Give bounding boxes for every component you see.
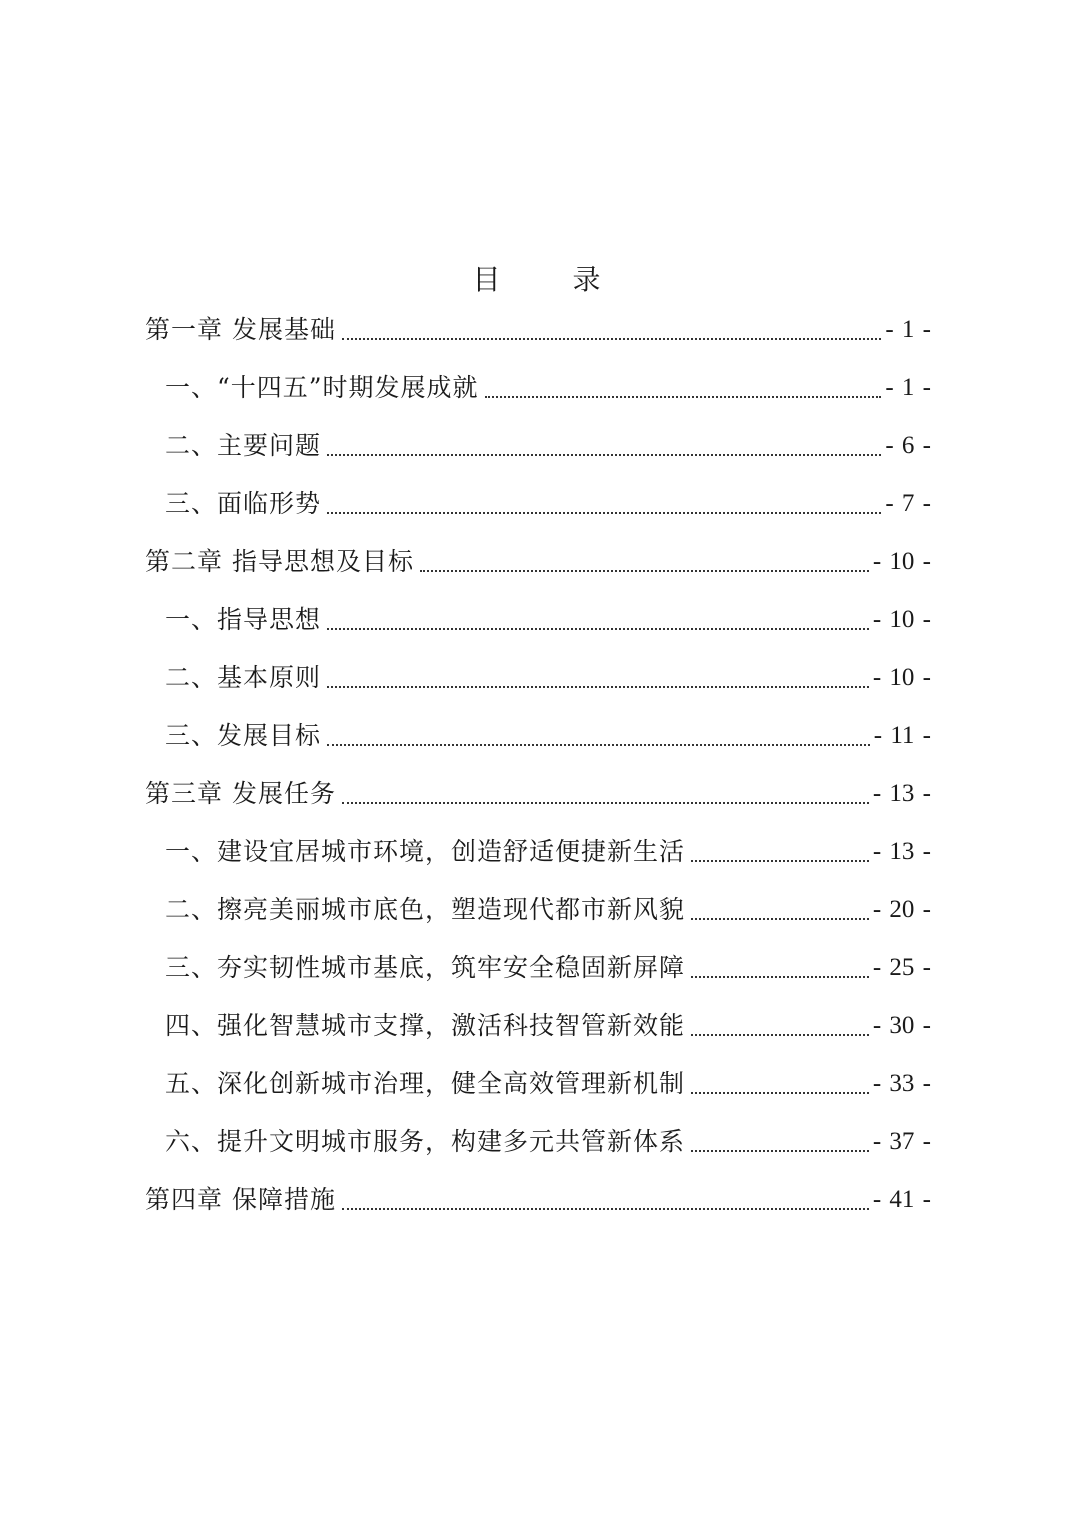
toc-entry-text: 一、指导思想 (165, 605, 322, 634)
toc-dot-leader (691, 1014, 869, 1036)
toc-dot-leader (691, 1072, 869, 1094)
toc-entry-text: 二、主要问题 (165, 431, 322, 460)
toc-entry-text: 第二章 指导思想及目标 (145, 547, 414, 576)
toc-entry-text: 四、强化智慧城市支撑，激活科技智管新效能 (165, 1011, 686, 1040)
toc-page-number: - 6 - (885, 432, 931, 459)
toc-dot-leader (691, 956, 869, 978)
toc-title: 目 录 (472, 263, 623, 296)
toc-entry-text: 一、“十四五”时期发展成就 (165, 373, 479, 402)
toc-dot-leader (342, 318, 881, 340)
toc-entry-text: 六、提升文明城市服务，构建多元共管新体系 (165, 1127, 686, 1156)
toc-page-number: - 7 - (885, 490, 931, 517)
toc-entry-section[interactable] (165, 364, 931, 410)
toc-dot-leader (327, 666, 869, 688)
toc-entry-section[interactable] (165, 1002, 931, 1048)
toc-dot-leader (327, 434, 881, 456)
toc-entry-text: 三、面临形势 (165, 489, 322, 518)
toc-entry-chapter[interactable] (145, 306, 931, 352)
toc-dot-leader (691, 1130, 869, 1152)
toc-page-number: - 10 - (872, 664, 931, 691)
toc-entry-section[interactable] (165, 654, 931, 700)
toc-entry-section[interactable] (165, 944, 931, 990)
toc-entry-section[interactable] (165, 886, 931, 932)
toc-dot-leader (342, 1188, 869, 1210)
toc-entry-text: 三、夯实韧性城市基底，筑牢安全稳固新屏障 (165, 953, 686, 982)
toc-page-number: - 37 - (872, 1128, 931, 1155)
toc-entry-section[interactable] (165, 828, 931, 874)
toc-entry-text: 第三章 发展任务 (145, 779, 336, 808)
toc-entry-chapter[interactable] (145, 770, 931, 816)
toc-page-number: - 1 - (885, 374, 931, 401)
toc-entry-section[interactable] (165, 596, 931, 642)
toc-page-number: - 10 - (872, 548, 931, 575)
toc-entry-section[interactable] (165, 1060, 931, 1106)
toc-entry-chapter[interactable] (145, 538, 931, 584)
toc-entry-text: 二、基本原则 (165, 663, 322, 692)
toc-page-number: - 1 - (885, 316, 931, 343)
toc-page-number: - 41 - (872, 1186, 931, 1213)
toc-entry-section[interactable] (165, 1118, 931, 1164)
toc-entry-section[interactable] (165, 422, 931, 468)
toc-page-number: - 25 - (872, 954, 931, 981)
toc-page-number: - 30 - (872, 1012, 931, 1039)
toc-entry-text: 第一章 发展基础 (145, 315, 336, 344)
toc-dot-leader (420, 550, 869, 572)
toc-entry-section[interactable] (165, 712, 931, 758)
toc-entry-text: 二、擦亮美丽城市底色，塑造现代都市新风貌 (165, 895, 686, 924)
toc-dot-leader (691, 840, 869, 862)
toc-dot-leader (327, 492, 881, 514)
toc-dot-leader (485, 376, 882, 398)
toc-dot-leader (691, 898, 869, 920)
toc-entry-chapter[interactable] (145, 1176, 931, 1222)
toc-page-number: - 33 - (872, 1070, 931, 1097)
toc-entry-text: 五、深化创新城市治理，健全高效管理新机制 (165, 1069, 686, 1098)
toc-page-number: - 11 - (873, 722, 931, 749)
toc-entry-text: 一、建设宜居城市环境，创造舒适便捷新生活 (165, 837, 686, 866)
toc-entry-text: 第四章 保障措施 (145, 1185, 336, 1214)
toc-entry-text: 三、发展目标 (165, 721, 322, 750)
toc-entry-section[interactable] (165, 480, 931, 526)
toc-dot-leader (327, 724, 870, 746)
toc-dot-leader (327, 608, 869, 630)
toc-page-number: - 13 - (872, 780, 931, 807)
toc-page-number: - 10 - (872, 606, 931, 633)
toc-dot-leader (342, 782, 869, 804)
toc-page-number: - 13 - (872, 838, 931, 865)
toc-page-number: - 20 - (872, 896, 931, 923)
